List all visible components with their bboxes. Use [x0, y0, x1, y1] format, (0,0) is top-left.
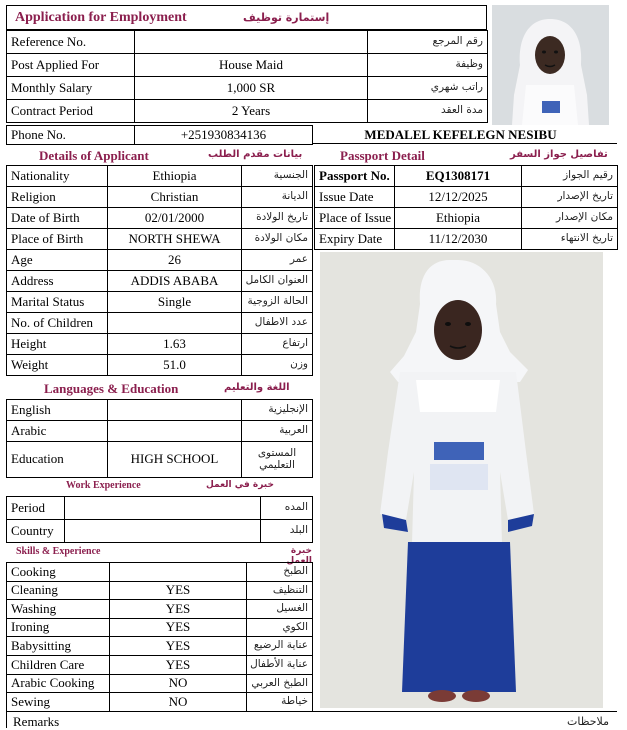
- language-row: [7, 421, 313, 442]
- applicant-label-ar: الحالة الزوجية: [242, 292, 313, 313]
- applicant-value: 51.0: [108, 355, 242, 376]
- applicant-row: [7, 229, 313, 250]
- applicant-label-ar: العنوان الكامل: [242, 271, 313, 292]
- work-value: [65, 497, 261, 520]
- applicant-row: [7, 187, 313, 208]
- remarks-row: [6, 711, 617, 728]
- applicant-row: [7, 334, 313, 355]
- skill-row: [7, 674, 313, 693]
- passport-label: Issue Date: [315, 187, 395, 208]
- applicant-label: Date of Birth: [7, 208, 108, 229]
- work-section-header: [6, 476, 312, 496]
- skill-label: Ironing: [7, 618, 110, 637]
- top-table-value: House Maid: [135, 54, 368, 77]
- education-label: Education: [7, 442, 108, 478]
- top-table-label-ar: مدة العقد: [368, 100, 488, 123]
- education-row: [7, 442, 313, 478]
- passport-label: Expiry Date: [315, 229, 395, 250]
- skill-value: YES: [110, 581, 247, 600]
- applicant-label: Religion: [7, 187, 108, 208]
- top-table-value: 2 Years: [135, 100, 368, 123]
- skills-table: [6, 562, 313, 712]
- skill-label-ar: الطبخ العربي: [247, 674, 313, 693]
- skill-label: Children Care: [7, 655, 110, 674]
- top-table-label-ar: رقم المرجع: [368, 31, 488, 54]
- top-table-value: [135, 31, 368, 54]
- applicant-label: Weight: [7, 355, 108, 376]
- top-table-row: [7, 100, 488, 123]
- passport-row: [315, 187, 618, 208]
- skills-section-header: [6, 542, 312, 566]
- passport-title-ar: تفاصيل جواز السفر: [510, 149, 608, 160]
- passport-value: 11/12/2030: [395, 229, 522, 250]
- phone-value: +251930834136: [135, 126, 313, 145]
- applicant-value: ADDIS ABABA: [108, 271, 242, 292]
- education-value: HIGH SCHOOL: [108, 442, 242, 478]
- languages-title: Languages & Education: [44, 381, 179, 396]
- top-table-label: Contract Period: [7, 100, 135, 123]
- skill-value: NO: [110, 693, 247, 712]
- work-table: [6, 496, 313, 543]
- work-label-ar: البلد: [261, 520, 313, 543]
- applicant-label: Marital Status: [7, 292, 108, 313]
- skill-label-ar: الغسيل: [247, 600, 313, 619]
- top-table-label-ar: راتب شهري: [368, 77, 488, 100]
- skill-label-ar: الكوي: [247, 618, 313, 637]
- skills-title-ar: خبرة العمل: [286, 546, 312, 566]
- top-table-label: Monthly Salary: [7, 77, 135, 100]
- phone-label: Phone No.: [7, 126, 135, 145]
- passport-label-ar: رقيم الجواز: [522, 166, 618, 187]
- work-row: [7, 520, 313, 543]
- skill-row: [7, 655, 313, 674]
- applicant-label: Address: [7, 271, 108, 292]
- skill-label-ar: عناية الأطفال: [247, 655, 313, 674]
- passport-label: Passport No.: [315, 166, 395, 187]
- top-table: [6, 30, 488, 123]
- applicant-full-photo: [320, 252, 603, 708]
- applicant-label-ar: ارتفاع: [242, 334, 313, 355]
- work-row: [7, 497, 313, 520]
- applicant-value: Christian: [108, 187, 242, 208]
- applicant-value: [108, 313, 242, 334]
- languages-title-ar: اللغة والتعليم: [224, 382, 290, 393]
- passport-value: 12/12/2025: [395, 187, 522, 208]
- form-title: Application for Employment: [15, 10, 187, 25]
- applicant-row: [7, 355, 313, 376]
- skill-label: Babysitting: [7, 637, 110, 656]
- name-underline: [312, 143, 617, 144]
- phone-table: [6, 125, 313, 145]
- applicant-name: MEDALEL KEFELEGN NESIBU: [364, 127, 557, 142]
- applicant-row: [7, 166, 313, 187]
- skill-value: YES: [110, 618, 247, 637]
- skill-row: [7, 618, 313, 637]
- applicant-label-ar: وزن: [242, 355, 313, 376]
- applicant-title: Details of Applicant: [39, 148, 149, 163]
- applicant-title-ar: بيانات مقدم الطلب: [208, 149, 303, 160]
- applicant-value: 26: [108, 250, 242, 271]
- applicant-value: 1.63: [108, 334, 242, 355]
- applicant-headshot: [492, 5, 609, 125]
- applicant-label: Place of Birth: [7, 229, 108, 250]
- skill-row: [7, 563, 313, 582]
- language-row: [7, 400, 313, 421]
- skill-label-ar: التنظيف: [247, 581, 313, 600]
- remarks-label: Remarks: [13, 714, 60, 729]
- remarks-label-ar: ملاحظات: [567, 715, 609, 728]
- education-label-ar: المستوى التعليمي: [242, 442, 313, 478]
- skill-row: [7, 637, 313, 656]
- applicant-label-ar: الديانة: [242, 187, 313, 208]
- top-table-value: 1,000 SR: [135, 77, 368, 100]
- skill-row: [7, 693, 313, 712]
- applicant-row: [7, 250, 313, 271]
- work-label: Country: [7, 520, 65, 543]
- applicant-value: Single: [108, 292, 242, 313]
- top-table-row: [7, 31, 488, 54]
- work-title-ar: خبرة في العمل: [206, 480, 274, 490]
- applicant-row: [7, 292, 313, 313]
- applicant-value: NORTH SHEWA: [108, 229, 242, 250]
- applicant-label-ar: عمر: [242, 250, 313, 271]
- skill-label-ar: خياطة: [247, 693, 313, 712]
- top-table-label: Post Applied For: [7, 54, 135, 77]
- top-table-label-ar: وظيفة: [368, 54, 488, 77]
- applicant-label: Nationality: [7, 166, 108, 187]
- passport-title: Passport Detail: [340, 148, 425, 163]
- applicant-label: Height: [7, 334, 108, 355]
- applicant-label-ar: الجنسية: [242, 166, 313, 187]
- passport-row: [315, 229, 618, 250]
- skill-row: [7, 581, 313, 600]
- language-label-ar: العربية: [242, 421, 313, 442]
- skill-value: YES: [110, 637, 247, 656]
- form-title-ar: إستمارة توظيف: [243, 11, 330, 24]
- skill-label-ar: الطبخ: [247, 563, 313, 582]
- language-label: English: [7, 400, 108, 421]
- applicant-label-ar: مكان الولادة: [242, 229, 313, 250]
- skill-label: Arabic Cooking: [7, 674, 110, 693]
- passport-value: Ethiopia: [395, 208, 522, 229]
- skill-label: Cleaning: [7, 581, 110, 600]
- work-value: [65, 520, 261, 543]
- top-table-row: [7, 77, 488, 100]
- applicant-row: [7, 271, 313, 292]
- skill-value: YES: [110, 600, 247, 619]
- applicant-row: [7, 313, 313, 334]
- applicant-section-header: [6, 145, 312, 165]
- passport-label-ar: تاريخ الإصدار: [522, 187, 618, 208]
- skill-value: YES: [110, 655, 247, 674]
- top-table-row: [7, 54, 488, 77]
- work-label-ar: المده: [261, 497, 313, 520]
- language-value: [108, 400, 242, 421]
- passport-row: [315, 208, 618, 229]
- passport-label-ar: مكان الإصدار: [522, 208, 618, 229]
- applicant-label-ar: تاريخ الولادة: [242, 208, 313, 229]
- passport-label: Place of Issue: [315, 208, 395, 229]
- languages-section-header: [6, 377, 312, 399]
- top-table-label: Reference No.: [7, 31, 135, 54]
- skill-label: Cooking: [7, 563, 110, 582]
- skill-value: NO: [110, 674, 247, 693]
- skill-value: [110, 563, 247, 582]
- skill-label: Sewing: [7, 693, 110, 712]
- work-title: Work Experience: [66, 480, 141, 491]
- applicant-label: No. of Children: [7, 313, 108, 334]
- language-label-ar: الإنجليزية: [242, 400, 313, 421]
- skill-row: [7, 600, 313, 619]
- skills-title: Skills & Experience: [16, 546, 101, 557]
- applicant-row: [7, 208, 313, 229]
- language-label: Arabic: [7, 421, 108, 442]
- passport-table: [314, 165, 618, 250]
- passport-section-header: [312, 145, 617, 165]
- languages-table: [6, 399, 313, 478]
- applicant-table: [6, 165, 313, 376]
- applicant-label-ar: عدد الاطفال: [242, 313, 313, 334]
- applicant-value: Ethiopia: [108, 166, 242, 187]
- language-value: [108, 421, 242, 442]
- work-label: Period: [7, 497, 65, 520]
- passport-value: EQ1308171: [395, 166, 522, 187]
- passport-label-ar: تاريخ الانتهاء: [522, 229, 618, 250]
- applicant-value: 02/01/2000: [108, 208, 242, 229]
- form-header: [6, 5, 487, 30]
- passport-row: [315, 166, 618, 187]
- skill-label-ar: عناية الرضيع: [247, 637, 313, 656]
- skill-label: Washing: [7, 600, 110, 619]
- applicant-label: Age: [7, 250, 108, 271]
